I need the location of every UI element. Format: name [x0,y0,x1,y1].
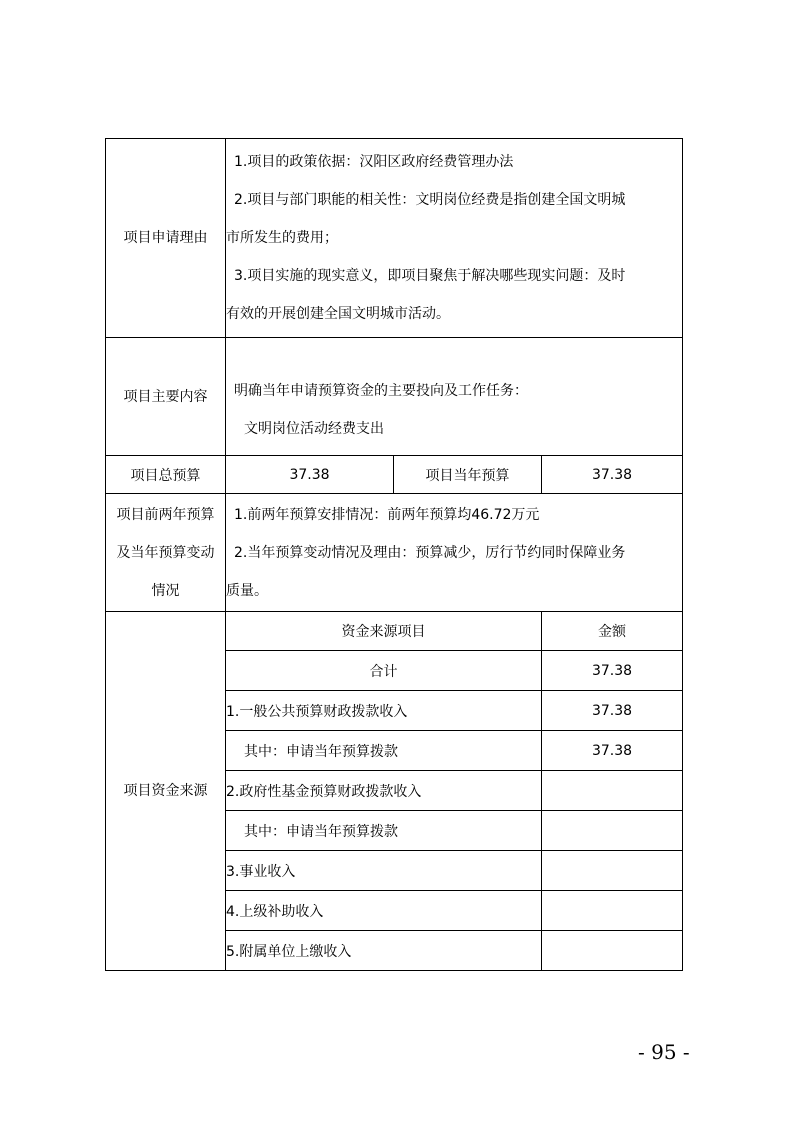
content-text [226,338,683,456]
total-budget-value: 37.38 [226,456,394,494]
funding-item: 3.事业收入 [226,851,542,891]
content-label: 项目主要内容 [106,338,226,456]
funding-amount [542,931,683,971]
funding-item: 1.一般公共预算财政拨款收入 [226,691,542,731]
history-label [106,494,226,612]
content-line-1: 明确当年申请预算资金的主要投向及工作任务： [234,382,528,399]
reason-line-3: 市所发生的费用； [226,230,338,246]
history-line-3: 质量。 [226,582,268,599]
current-budget-value: 37.38 [542,456,683,494]
funding-amount: 37.38 [542,651,683,691]
funding-amount-header: 金额 [542,612,683,651]
page-number: - 95 - [638,1040,690,1064]
reason-line-2: 2.项目与部门职能的相关性：文明岗位经费是指创建全国文明城 [234,192,626,208]
funding-amount: 37.38 [542,691,683,731]
history-label-line-3: 情况 [151,582,180,599]
budget-row [106,456,683,494]
funding-item: 2.政府性基金预算财政拨款收入 [226,771,542,811]
funding-item: 其中：申请当年预算拨款 [226,811,542,851]
reason-text [226,139,683,338]
history-row [106,494,683,612]
reason-label: 项目申请理由 [106,139,226,338]
history-line-1: 1.前两年预算安排情况：前两年预算均46.72万元 [234,506,540,523]
funding-amount [542,771,683,811]
budget-table [105,138,683,971]
total-budget-label: 项目总预算 [106,456,226,494]
reason-line-4: 3.项目实施的现实意义，即项目聚焦于解决哪些现实问题：及时 [234,268,626,284]
funding-amount [542,891,683,931]
current-budget-label: 项目当年预算 [394,456,542,494]
funding-amount [542,851,683,891]
reason-row [106,139,683,338]
history-text [226,494,683,612]
reason-line-5: 有效的开展创建全国文明城市活动。 [226,306,450,322]
funding-item: 其中：申请当年预算拨款 [226,731,542,771]
history-label-line-2: 及当年预算变动 [116,544,215,561]
funding-amount [542,811,683,851]
funding-amount: 37.38 [542,731,683,771]
reason-line-1: 1.项目的政策依据：汉阳区政府经费管理办法 [234,154,514,170]
content-row [106,338,683,456]
funding-item: 4.上级补助收入 [226,891,542,931]
funding-label: 项目资金来源 [106,612,226,971]
history-line-2: 2.当年预算变动情况及理由：预算减少，厉行节约同时保障业务 [234,544,626,561]
funding-item-header: 资金来源项目 [226,612,542,651]
history-label-line-1: 项目前两年预算 [116,506,215,523]
funding-header-row [106,612,683,651]
funding-item: 合计 [226,651,542,691]
funding-item: 5.附属单位上缴收入 [226,931,542,971]
content-line-2: 文明岗位活动经费支出 [244,420,384,437]
